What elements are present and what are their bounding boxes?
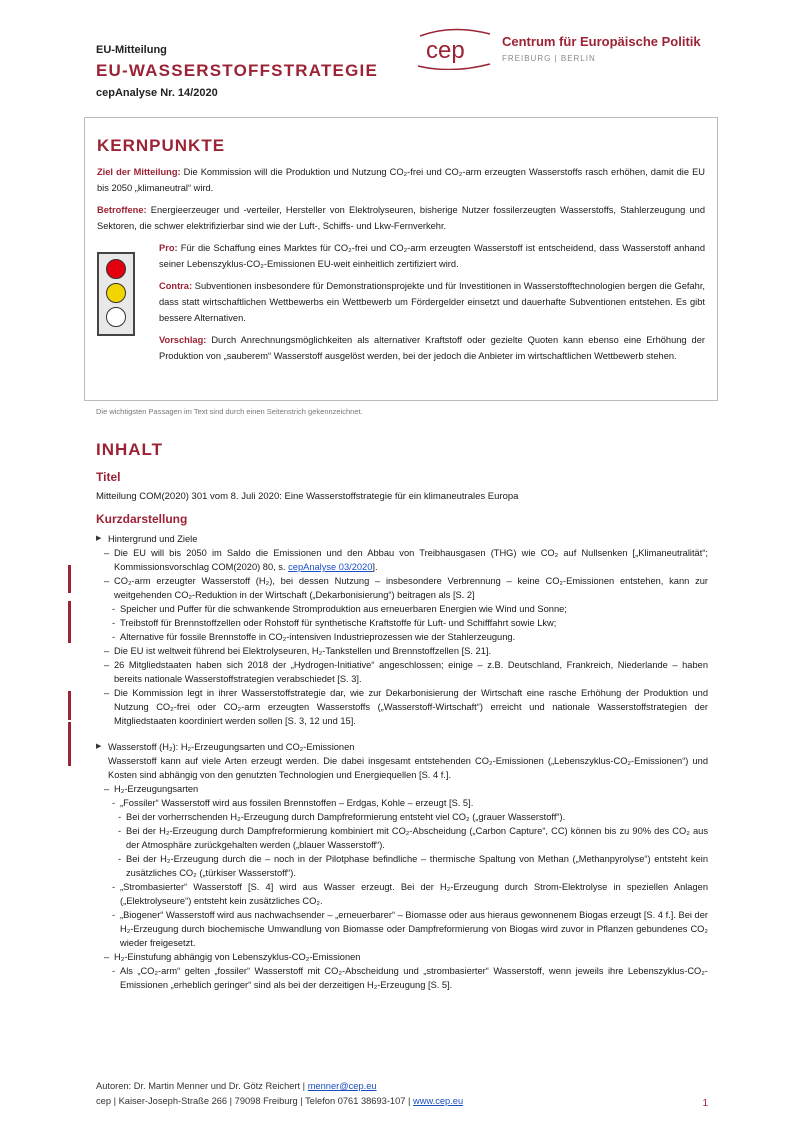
kernpunkte-heading: KERNPUNKTE <box>97 136 226 155</box>
ziel-label: Ziel der Mitteilung: <box>97 167 181 177</box>
importance-bar <box>68 691 71 720</box>
pro-paragraph <box>159 240 705 272</box>
doc-title: EU-WASSERSTOFFSTRATEGIE <box>96 61 378 80</box>
yellow-light-icon <box>106 283 126 303</box>
betroffene-paragraph <box>97 202 705 234</box>
red-light-icon <box>106 259 126 279</box>
sub-list-item: - Als „CO₂-arm“ gelten „fossiler“ Wasserstoff mit CO₂-Abscheidung und „strombasierter“ Wasserstoff, wenn jeweils ihre Lebenszyklus-CO₂-Emissionen „erheblich geringer“ sind als bei der derzeitigen H₂-Erzeugung [S. 5]. <box>112 964 708 992</box>
cep-logo <box>412 26 712 76</box>
footer-authors <box>96 1081 708 1091</box>
white-light-icon <box>106 307 126 327</box>
doc-number: cepAnalyse Nr. 14/2020 <box>96 87 218 99</box>
importance-bar <box>68 601 71 643</box>
authors-text: Autoren: Dr. Martin Menner und Dr. Götz Reichert | <box>96 1081 308 1091</box>
kurzdarstellung-heading: Kurzdarstellung <box>96 512 188 526</box>
summary-list <box>96 532 708 992</box>
vorschlag-paragraph <box>159 332 705 364</box>
vorschlag-label: Vorschlag: <box>159 335 207 345</box>
ziel-paragraph <box>97 164 705 196</box>
address-text: cep | Kaiser-Joseph-Straße 266 | 79098 Freiburg | Telefon 0761 38693-107 | <box>96 1096 414 1106</box>
contra-text: Subventionen insbesondere für Demonstrationsprojekte und für Investitionen in Wasserstofftechnologien bergen die Gefahr, dass statt wirtschaftlichen Wettbewerbs ein Wettbewerb um Fördergelder einsetzt und dauerhafte Subventionen entstehen. Es gibt bessere Alternativen. <box>159 281 705 323</box>
vorschlag-text: Durch Anrechnungsmöglichkeiten als alternativer Kraftstoff oder gezielte Quoten kann ebenso eine Erhöhung der Produktion von „sauberem“ Wasserstoff ausgelöst werden, bei der jedoch die Anbieter im wirtschaftlichen Wettbewerb stehen. <box>159 335 705 361</box>
list-item: – Die EU ist weltweit führend bei Elektrolyseuren, H₂-Tankstellen und Brennstoffzellen [S. 21]. <box>104 644 708 658</box>
titel-heading: Titel <box>96 470 121 484</box>
importance-bar <box>68 722 71 766</box>
pro-text: Für die Schaffung eines Marktes für CO₂-frei und CO₂-arm erzeugten Wasserstoff ist entscheidend, dass Wasserstoff anhand seiner Lebenszyklus-CO₂-Emissionen EU-weit einheitlich zertifiziert wird. <box>159 243 705 269</box>
website-link[interactable]: www.cep.eu <box>413 1096 464 1106</box>
footer-address <box>96 1096 708 1106</box>
list-item: – H₂-Einstufung abhängig von Lebenszyklus-CO₂-Emissionen <box>104 950 708 964</box>
page-footer <box>96 1081 708 1109</box>
sub-list-item: - Speicher und Puffer für die schwankende Stromproduktion aus erneuerbaren Energien wie Wind und Sonne; <box>112 602 708 616</box>
sub-sub-list-item: - Bei der H₂-Erzeugung durch Dampfreformierung kombiniert mit CO₂-Abscheidung („Carbon Capture“, CC) können bis zu 90% des CO₂ aus der Atmosphäre zurückgehalten werden („blauer Wasserstoff“). <box>118 824 708 852</box>
list-item: – 26 Mitgliedstaaten haben sich 2018 der „Hydrogen-Initiative“ angeschlossen; einige – z.B. Deutschland, Frankreich, Niederlande – haben bereits nationale Wasserstoffstrategien verabschiedet [S. 3]. <box>104 658 708 686</box>
sub-list-item: - Alternative für fossile Brennstoffe in CO₂-intensiven Industrieprozessen wie der Stahlerzeugung. <box>112 630 708 644</box>
section-wasserstoff: ▶ Wasserstoff (H₂): H₂-Erzeugungsarten und CO₂-Emissionen <box>96 740 708 754</box>
titel-text: Mitteilung COM(2020) 301 vom 8. Juli 2020: Eine Wasserstoffstrategie für ein klimaneutrales Europa <box>96 491 519 502</box>
kernpunkte-box <box>84 117 718 401</box>
inhalt-heading: INHALT <box>96 440 164 459</box>
sub-list-item: - Treibstoff für Brennstoffzellen oder Rohstoff für synthetische Kraftstoffe für Luft- und Schifffahrt sowie Lkw; <box>112 616 708 630</box>
betroffene-text: Energieerzeuger und -verteiler, Hersteller von Elektrolyseuren, bisherige Nutzer fossilerzeugten Wasserstoffs, Stahlerzeugung und Sektoren, die schwer elektrifizierbar sind wie der Luft-, Schiffs- und Lkw-Fernverkehr. <box>97 205 705 231</box>
importance-bar <box>68 565 71 593</box>
sub-list-item: - „Biogener“ Wasserstoff wird aus nachwachsender – „erneuerbarer“ – Biomasse oder aus hieraus gewonnenem Biogas erzeugt [S. 4 f.]. Bei der H₂-Erzeugung durch biochemische Umwandlung von Biomasse oder Dampfreformierung von Biogas wird zuvor in Pflanzen gebundenes CO₂ wieder freigesetzt. <box>112 908 708 950</box>
list-item: – H₂-Erzeugungsarten <box>104 782 708 796</box>
list-item-text: Die EU will bis 2050 im Saldo die Emissionen und den Abbau von Treibhausgasen (THG) wie CO₂ auf Nullsenken [„Klimaneutralität“; Kommissionsvorschlag COM(2020) 80, s. <box>114 548 708 572</box>
sub-sub-list-item: - Bei der vorherrschenden H₂-Erzeugung durch Dampfreformierung entsteht viel CO₂ („grauer Wasserstoff“). <box>118 810 708 824</box>
contra-paragraph <box>159 278 705 326</box>
doc-kicker: EU-Mitteilung <box>96 44 167 56</box>
contra-label: Contra: <box>159 281 193 291</box>
page-number: 1 <box>702 1098 708 1109</box>
logo-mark-text: cep <box>426 37 465 64</box>
author-email-link[interactable]: menner@cep.eu <box>307 1081 377 1091</box>
list-item-text: ]. <box>372 562 378 572</box>
traffic-light-icon <box>97 252 135 336</box>
logo-name: Centrum für Europäische Politik <box>502 34 701 49</box>
ziel-text: Die Kommission will die Produktion und Nutzung CO₂-frei und CO₂-arm erzeugten Wasserstoffs rasch erhöhen, damit die EU bis 2050 „klimaneutral“ wird. <box>97 167 705 193</box>
sub-list-item: - „Fossiler“ Wasserstoff wird aus fossilen Brennstoffen – Erdgas, Kohle – erzeugt [S. 5]. <box>112 796 708 810</box>
side-bar-note: Die wichtigsten Passagen im Text sind durch einen Seitenstrich gekennzeichnet. <box>96 407 363 416</box>
list-item <box>104 546 708 574</box>
pro-label: Pro: <box>159 243 178 253</box>
sub-sub-list-item: - Bei der H₂-Erzeugung durch die – noch in der Pilotphase befindliche – thermische Spaltung von Methan („Methanpyrolyse“) entsteht kein zusätzliches CO₂ („türkiser Wasserstoff“). <box>118 852 708 880</box>
list-item: – CO₂-arm erzeugter Wasserstoff (H₂), bei dessen Nutzung – insbesondere Verbrennung – keine CO₂-Emissionen entstehen, kann zur weitgehenden CO₂-Reduktion in der Wirtschaft („Dekarbonisierung“) beitragen als [S. 2] <box>104 574 708 602</box>
sub-list-item: - „Strombasierter“ Wasserstoff [S. 4] wird aus Wasser erzeugt. Bei der H₂-Erzeugung durch Strom-Elektrolyse in speziellen Anlagen („Elektrolyseure“) entsteht kein zusätzliches CO₂. <box>112 880 708 908</box>
section-intro: Wasserstoff kann auf viele Arten erzeugt werden. Die dabei insgesamt entstehenden CO₂-Emissionen („Lebenszyklus-CO₂-Emissionen“) und Kosten sind abhängig von den genutzten Technologien und Energiequellen [S. 4 f.]. <box>108 756 708 780</box>
betroffene-label: Betroffene: <box>97 205 147 215</box>
inhalt-section <box>96 440 708 992</box>
section-hintergrund: ▶ Hintergrund und Ziele <box>96 532 708 546</box>
cep-logo-icon <box>412 26 496 70</box>
list-item: – Die Kommission legt in ihrer Wasserstoffstrategie dar, wie zur Dekarbonisierung der Wirtschaft eine rasche Erhöhung der Produktion und Nutzung CO₂-frei oder CO₂-arm erzeugten Wasserstoffs („Wasserstoff-Wirtschaft“) erreicht und nationale Wasserstoffstrategien der Mitgliedstaaten koordiniert werden sollen [S. 3, 12 und 15]. <box>104 686 708 728</box>
cep-analyse-link[interactable]: cepAnalyse 03/2020 <box>288 562 373 572</box>
logo-sub: FREIBURG | BERLIN <box>502 54 596 63</box>
